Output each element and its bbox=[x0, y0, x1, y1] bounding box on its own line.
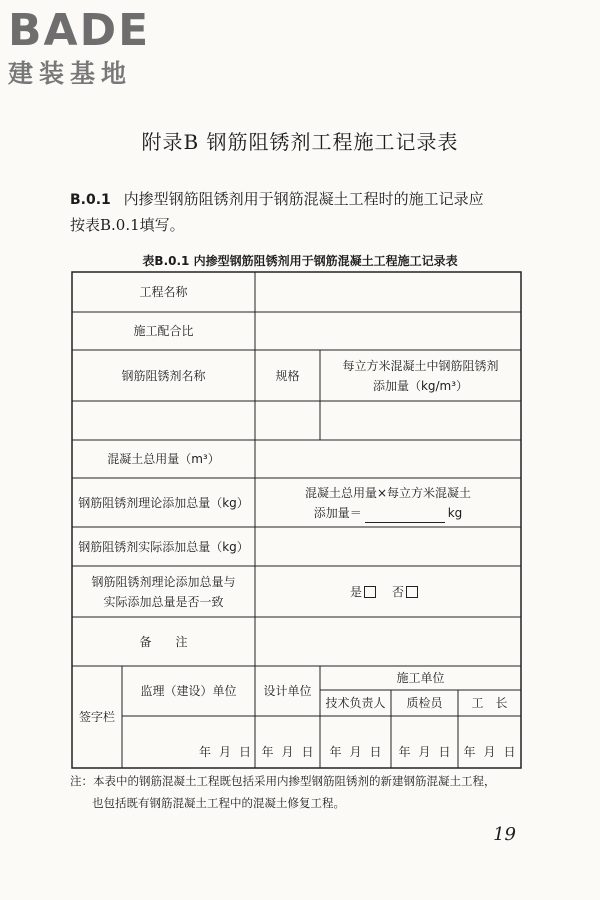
header-foreman: 工 长 bbox=[471, 696, 508, 710]
date-foreman: 年 月 日 bbox=[463, 745, 516, 759]
label-concrete-total: 混凝土总用量（m³） bbox=[107, 452, 220, 466]
header-qc: 质检员 bbox=[406, 696, 443, 710]
consistency-line2: 实际添加总量是否一致 bbox=[103, 594, 224, 609]
label-signature: 签字栏 bbox=[78, 710, 115, 724]
checkbox-no[interactable] bbox=[406, 586, 418, 598]
header-tech-lead: 技术负责人 bbox=[325, 696, 386, 710]
label-theory-total: 钢筋阻锈剂理论添加总量（kg） bbox=[78, 495, 249, 510]
checkbox-yes[interactable] bbox=[364, 586, 376, 598]
logo-brand: BADE bbox=[8, 5, 151, 56]
consistency-choice bbox=[255, 566, 521, 617]
formula-prefix: 添加量＝ bbox=[313, 505, 362, 520]
date-designer: 年 月 日 bbox=[261, 745, 314, 759]
formula-blank[interactable] bbox=[365, 510, 445, 523]
clause-text-line1: 内掺型钢筋阻锈剂用于钢筋混凝土工程时的施工记录应 bbox=[123, 190, 484, 208]
option-yes-label: 是 bbox=[349, 584, 362, 599]
page-number: 19 bbox=[493, 824, 516, 845]
dosage-line1: 每立方米混凝土中钢筋阻锈剂 bbox=[342, 358, 499, 373]
table-note bbox=[70, 770, 540, 814]
appendix-title: 附录B 钢筋阻锈剂工程施工记录表 bbox=[141, 130, 459, 154]
formula-unit: kg bbox=[447, 505, 463, 520]
date-tech-lead: 年 月 日 bbox=[329, 745, 382, 759]
label-project-name: 工程名称 bbox=[139, 285, 188, 299]
label-inhibitor-name: 钢筋阻锈剂名称 bbox=[121, 368, 206, 383]
label-dosage bbox=[320, 350, 521, 401]
label-consistency bbox=[72, 566, 255, 617]
note-line2: 也包括既有钢筋混凝土工程中的混凝土修复工程。 bbox=[92, 796, 345, 810]
label-mix-ratio: 施工配合比 bbox=[133, 324, 194, 338]
label-actual-total: 钢筋阻锈剂实际添加总量（kg） bbox=[78, 539, 249, 554]
header-designer: 设计单位 bbox=[263, 684, 312, 698]
date-supervisor: 年 月 日 bbox=[198, 745, 251, 759]
dosage-line2: 添加量（kg/m³） bbox=[372, 378, 469, 393]
formula-line2 bbox=[314, 503, 463, 523]
table-caption: 表B.0.1 内掺型钢筋阻锈剂用于钢筋混凝土工程施工记录表 bbox=[142, 254, 458, 268]
option-no-label: 否 bbox=[392, 584, 405, 599]
header-constructor: 施工单位 bbox=[396, 671, 445, 685]
label-remarks: 备 注 bbox=[139, 634, 188, 649]
logo-subtitle: 建装基地 bbox=[8, 59, 133, 88]
theory-formula bbox=[255, 478, 521, 527]
note-line1: 注：本表中的钢筋混凝土工程既包括采用内掺型钢筋阻锈剂的新建钢筋混凝土工程， bbox=[70, 774, 496, 788]
label-spec: 规格 bbox=[275, 368, 300, 383]
clause-text-line2: 按表B.0.1填写。 bbox=[70, 216, 185, 234]
clause-number: B.0.1 bbox=[70, 192, 111, 208]
formula-line1: 混凝土总用量×每立方米混凝土 bbox=[304, 485, 472, 500]
header-supervisor: 监理（建设）单位 bbox=[140, 684, 237, 698]
date-qc: 年 月 日 bbox=[398, 745, 451, 759]
consistency-line1: 钢筋阻锈剂理论添加总量与 bbox=[91, 574, 236, 589]
